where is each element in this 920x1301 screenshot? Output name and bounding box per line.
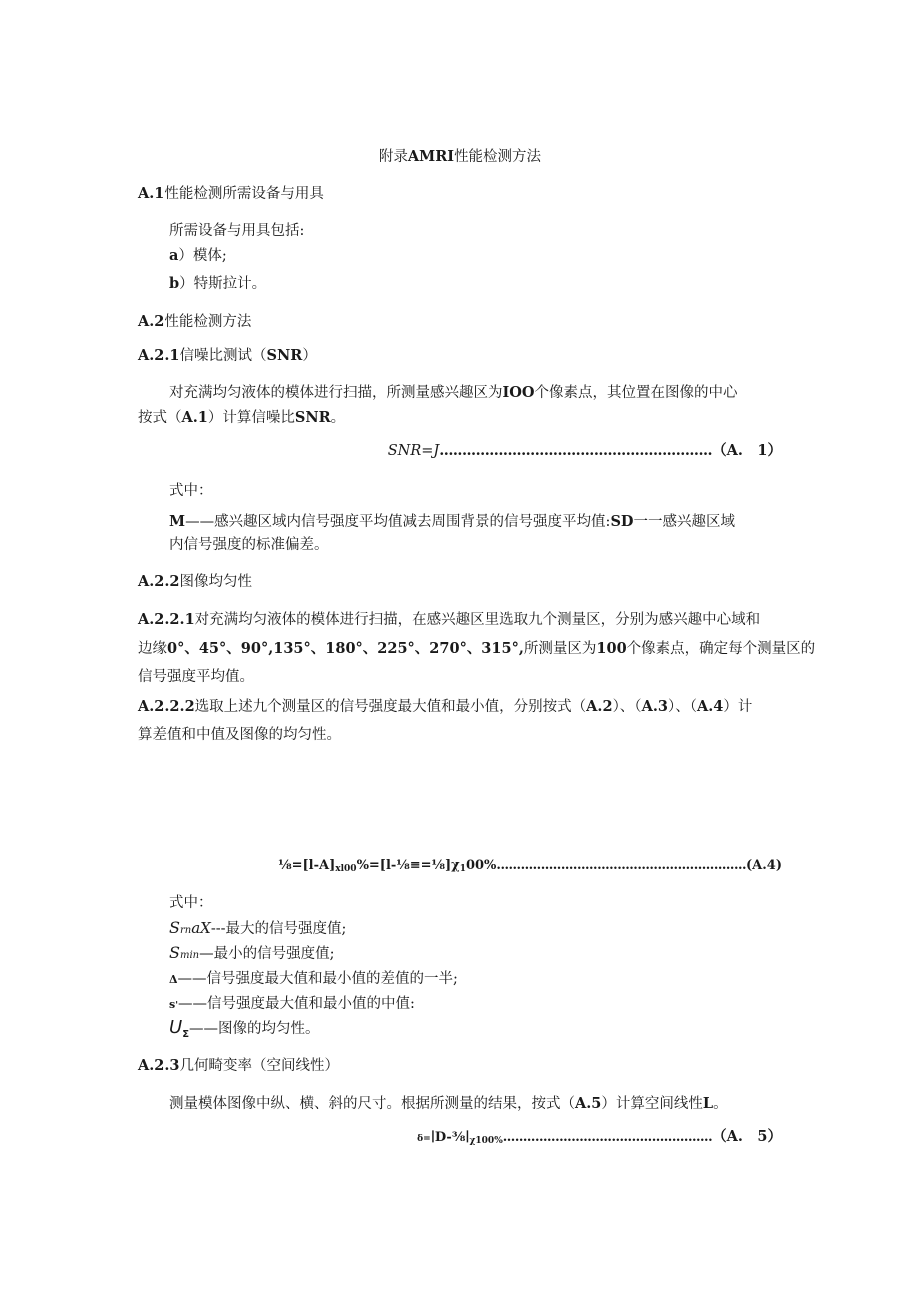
definition-text: ——感兴趣区域内信号强度平均值减去周围背景的信号强度平均值: xyxy=(185,514,611,530)
appendix-title-code: AMRI xyxy=(407,148,455,165)
a21-where: 式中： xyxy=(169,483,213,499)
text: 测量模体图像中纵、横、斜的尺寸。根据所测量的结果，按式（ xyxy=(169,1096,575,1112)
item-label: b xyxy=(169,275,180,292)
a221-line2 xyxy=(138,640,815,658)
section-title-bold: SNR xyxy=(266,347,303,364)
section-number: A.2.1 xyxy=(138,347,180,364)
a21-definition-line2: 内信号强度的标准偏差。 xyxy=(169,537,329,553)
a221-line3: 信号强度平均值。 xyxy=(138,669,254,685)
text: ）计算信噪比 xyxy=(207,410,295,426)
section-a23-heading xyxy=(138,1057,339,1075)
symbol-subscript: min xyxy=(179,950,200,961)
a21-paragraph-line2 xyxy=(138,409,345,427)
appendix-title-prefix: 附录 xyxy=(378,149,408,165)
text: 选取上述九个测量区的信号强度最大值和最小值，分别按式（ xyxy=(194,699,587,715)
symbol: S xyxy=(169,918,180,937)
formula-number: (A.4) xyxy=(746,858,782,873)
a222-line2: 算差值和中值及图像的均匀性。 xyxy=(138,727,341,743)
text: 个像素点，其位置在图像的中心 xyxy=(534,385,738,401)
text: 按式（ xyxy=(138,410,182,426)
a21-paragraph-line1 xyxy=(169,384,738,402)
section-title: 几何畸变率（空间线性） xyxy=(179,1058,340,1074)
text-bold: A.1 xyxy=(181,409,208,426)
formula-subscript: χ100% xyxy=(469,1136,503,1146)
section-number: A.2.2 xyxy=(138,573,180,590)
section-a1-heading xyxy=(138,185,324,203)
definition-text: ——信号强度最大值和最小值的中值: xyxy=(177,996,415,1012)
definition-text: ——图像的均匀性。 xyxy=(189,1021,320,1037)
formula-a5 xyxy=(417,1128,782,1150)
symbol: Δ xyxy=(169,973,178,986)
text-bold: 0°、45°、90°,135°、180°、225°、270°、315°, xyxy=(167,640,524,657)
a1-intro: 所需设备与用具包括: xyxy=(169,223,305,239)
text-bold: IOO xyxy=(502,384,535,401)
text: ）、（ xyxy=(612,699,642,715)
a22-def-median xyxy=(169,995,415,1015)
symbol: U xyxy=(169,1017,183,1038)
section-number: A.1 xyxy=(138,185,165,202)
section-title: 图像均匀性 xyxy=(179,574,253,590)
symbol: SD xyxy=(610,513,634,530)
definition-text: —最小的信号强度值; xyxy=(199,946,335,962)
formula-part: δ= xyxy=(417,1134,431,1144)
symbol-subscript: Σ xyxy=(182,1029,190,1040)
symbol: M xyxy=(169,513,186,530)
a22-where: 式中： xyxy=(169,895,213,911)
section-a2-heading xyxy=(138,313,251,331)
formula-subscript: xl00 xyxy=(335,864,357,874)
section-a22-heading xyxy=(138,573,252,591)
text-bold: A.3 xyxy=(641,698,668,715)
formula-number: （A. 5） xyxy=(712,1128,782,1145)
text: 个像素点，确定每个测量区的 xyxy=(626,641,816,657)
a22-def-smin xyxy=(169,944,334,965)
formula-part: 00% xyxy=(465,858,497,873)
section-a21-heading xyxy=(138,347,317,365)
text-bold: A.2 xyxy=(586,698,613,715)
a22-def-uniformity xyxy=(169,1019,320,1044)
a1-item-a xyxy=(169,247,227,265)
section-number: A.2.3 xyxy=(138,1057,180,1074)
a22-def-delta xyxy=(169,970,458,989)
appendix-title xyxy=(0,148,920,166)
text: 边缘 xyxy=(138,641,167,657)
text: 所测量区为 xyxy=(523,641,597,657)
section-number: A.2 xyxy=(138,313,165,330)
a1-item-b xyxy=(169,275,266,293)
text: 。 xyxy=(713,1096,728,1112)
text: 对充满均匀液体的模体进行扫描，所测量感兴趣区为 xyxy=(169,385,503,401)
text-bold: L xyxy=(702,1095,714,1112)
formula-part: ∣D-⅜∣ xyxy=(430,1130,470,1145)
definition-text: 一一感兴趣区域 xyxy=(633,514,735,530)
text: ）计 xyxy=(723,699,753,715)
text: 。 xyxy=(330,410,346,426)
formula-expression: SNR=J xyxy=(387,443,440,459)
formula-part: %=[l-⅛≡=⅛]χ xyxy=(356,858,460,873)
section-title: 性能检测方法 xyxy=(164,314,252,330)
definition-text: ---最大的信号强度值; xyxy=(210,921,347,937)
formula-a4 xyxy=(278,857,782,878)
definition-text: ——信号强度最大值和最小值的差值的一半; xyxy=(177,971,458,987)
formula-subscript: 1 xyxy=(459,864,466,874)
formula-leader: .................................................... xyxy=(502,1130,713,1145)
appendix-title-suffix: 性能检测方法 xyxy=(454,149,542,165)
item-text: ）模体; xyxy=(178,248,227,264)
formula-number: （A. 1） xyxy=(712,442,782,459)
a21-definition-line1 xyxy=(169,513,735,531)
section-title-close: ） xyxy=(302,348,317,364)
clause-number: A.2.2.1 xyxy=(138,611,195,628)
clause-number: A.2.2.2 xyxy=(138,698,195,715)
text-bold: 100 xyxy=(596,640,627,657)
formula-a1 xyxy=(388,442,782,460)
text-bold: SNR xyxy=(294,409,331,426)
symbol: S xyxy=(169,943,180,962)
text-bold: A.4 xyxy=(696,698,724,715)
formula-part: ⅛=[l-A] xyxy=(278,858,336,873)
a222-line1 xyxy=(138,698,752,716)
section-title: 信噪比测试（ xyxy=(179,348,267,364)
text: ）、（ xyxy=(667,699,697,715)
formula-leader: ............................................................ xyxy=(439,442,713,459)
item-text: ）特斯拉计。 xyxy=(179,276,267,292)
a23-paragraph xyxy=(169,1095,728,1113)
item-label: a xyxy=(169,247,179,264)
section-title: 性能检测所需设备与用具 xyxy=(164,186,324,202)
text: 对充满均匀液体的模体进行扫描，在感兴趣区里选取九个测量区，分别为感兴趣中心域和 xyxy=(194,612,761,628)
symbol: aX xyxy=(191,919,211,937)
symbol-subscript: ' xyxy=(175,1001,178,1011)
a221-line1 xyxy=(138,611,760,629)
text-bold: A.5 xyxy=(575,1095,602,1112)
a22-def-smax xyxy=(169,919,346,940)
text: ）计算空间线性 xyxy=(601,1096,703,1112)
formula-leader: .............................................................. xyxy=(496,858,747,873)
symbol: s xyxy=(169,998,176,1011)
symbol-subscript: rn xyxy=(179,925,192,936)
